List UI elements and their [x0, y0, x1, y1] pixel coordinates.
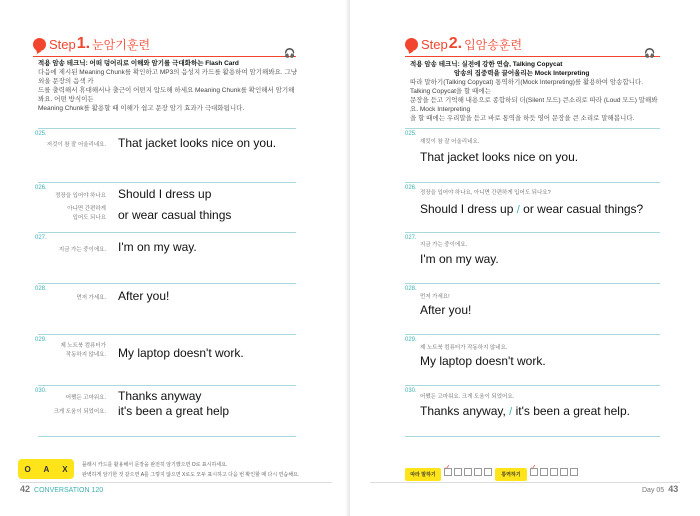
item-rule: [405, 182, 660, 183]
item-number: 027.: [35, 235, 47, 241]
speech-bubble-icon: [405, 38, 418, 51]
interpreting-checkboxes[interactable]: [530, 468, 578, 476]
technique-body-2: 문장을 듣고 기억해 내용으로 종합하되 더(Silent 모드) 큰소리로 따라 (Loud 모드) 말해봐요. Mock Interpreting: [410, 97, 658, 113]
technique-body-1: 다음에 제시된 Meaning Chunk를 확인하고 MP3의 음성지 카드를 활용하여 암기해봐요. 그냥 외울 문장의 음색 카: [38, 69, 298, 85]
technique-title-2: 암송의 집중력을 끌어올리는 Mock Interpreting: [454, 70, 590, 77]
korean-text: 어쨌든 고마워요.: [65, 395, 106, 401]
oax-a: A: [43, 464, 50, 474]
item-number: 025.: [405, 131, 417, 137]
item-number: 028.: [35, 286, 47, 292]
english-sentence: That jacket looks nice on you.: [420, 150, 579, 164]
korean-text: 제 노트북 컴퓨터가 작동하지 않네요.: [420, 345, 508, 351]
english-sentence-2: it's been a great help: [118, 404, 230, 418]
page-bar: [370, 482, 680, 483]
item-rule: [38, 182, 296, 183]
check-icon: ✓: [444, 463, 451, 472]
korean-text: 제 노트북 컴퓨터가 작동하지 않네요.: [60, 343, 106, 358]
step2-header: [405, 35, 522, 53]
korean-text: 정장을 입어야 하나요, 아니면 간편하게 입어도 되나요?: [420, 190, 551, 196]
item-rule: [405, 128, 660, 129]
sentence-part-b: it's been a great help.: [515, 404, 630, 418]
item-rule: [38, 283, 296, 284]
english-sentence: After you!: [420, 303, 472, 317]
header-rule: [33, 56, 296, 57]
item-number: 026.: [35, 185, 47, 191]
pause-slash: /: [516, 204, 520, 216]
technique-box: [38, 59, 298, 113]
item-number: 029.: [405, 337, 417, 343]
item-rule: [38, 436, 296, 437]
korean-text: 어쨌든 고마워요. 크게 도움이 되었어요.: [420, 394, 515, 400]
technique-body-1: 따라 말하기(Talking Copycat) 통역하기(Mock Interpreting)를 활용하여 암송합니다. Talking Copycat을 할 때에는: [410, 79, 644, 95]
korean-text: 지금 가는 중이에요.: [420, 242, 468, 248]
item-rule: [405, 334, 660, 335]
sentence-part-a: Should I dress up: [420, 202, 514, 216]
copycat-checkboxes[interactable]: [444, 468, 492, 476]
english-sentence: Should I dress up: [118, 187, 212, 201]
step-number: 2.: [448, 35, 463, 52]
technique-body-3: Meaning Chunk를 활용할 때 이해가 쉽고 문장 암기 효과가 극대화됩니다.: [38, 105, 245, 112]
item-number: 026.: [405, 185, 417, 191]
book-title: CONVERSATION 120: [34, 487, 104, 494]
korean-text-2: 아니면 간편하게 입어도 되나요: [67, 206, 106, 221]
sentence-part-a: Thanks anyway,: [420, 404, 506, 418]
english-sentence: Thanks anyway: [118, 389, 202, 403]
korean-text: 먼저 가세요!: [420, 294, 450, 300]
step1-header: [33, 35, 150, 53]
footnote-1: 플래시 카드를 활용해서 문장을 완전히 암기했으면 O로 표시하세요.: [82, 462, 228, 468]
sentence-part-b: or wear casual things?: [523, 202, 644, 216]
technique-body-3: 을 할 때에는 우리말을 듣고 바로 통역을 하듯 영어 문장을 큰 소리로 말해봅니다.: [410, 115, 635, 122]
oax-badge[interactable]: [18, 459, 74, 479]
footnote-2: 완벽하게 암기한 것 같으면 A를 그렇지 않으면 X로도 모두 표시하고 다음 번 확인할 때 다시 연습해요.: [82, 472, 300, 478]
technique-title: 적용 암송 테크닉: 실전에 강한 연습, Talking Copycat: [410, 61, 563, 68]
item-rule: [38, 128, 296, 129]
korean-text: 지금 가는 중이에요.: [58, 247, 106, 253]
technique-title: 적용 암송 테크닉: 어떠 덩어리로 이해와 암기를 극대화하는 Flash Card: [38, 60, 239, 67]
pause-slash: /: [509, 406, 513, 418]
korean-text: 재킷이 참 잘 어울리네요.: [420, 139, 480, 145]
korean-text: 먼저 가세요.: [76, 295, 106, 301]
item-rule: [405, 232, 660, 233]
headphone-icon: 🎧: [644, 48, 656, 58]
item-rule: [38, 232, 296, 233]
english-sentence-2: or wear casual things: [118, 208, 232, 222]
talking-copycat-button[interactable]: 따라 말하기: [405, 468, 441, 481]
right-page: [350, 0, 700, 516]
technique-box: [410, 60, 665, 123]
step-number: 1.: [76, 35, 91, 52]
english-sentence: My laptop doesn't work.: [420, 354, 546, 368]
header-rule: [405, 56, 660, 57]
step-label: Step: [49, 36, 76, 52]
step-label: Step: [421, 36, 448, 52]
korean-text: 정장을 입어야 하나요: [55, 193, 106, 199]
technique-body-2: 드를 출력해서 휴대해서나 출근이 어떤지 압도해 하세요 Meaning Chunk를 확인해서 암기해봐요. 어떤 방식이든: [38, 87, 295, 103]
english-sentence: [420, 404, 630, 418]
speech-bubble-icon: [33, 38, 46, 51]
step-title: 입암송훈련: [464, 37, 523, 52]
page-num-text: 42: [20, 484, 31, 494]
item-rule: [405, 283, 660, 284]
page-num-text: 43: [668, 484, 679, 494]
item-rule: [405, 436, 660, 437]
item-rule: [38, 385, 296, 386]
english-sentence: That jacket looks nice on you.: [118, 136, 277, 150]
check-icon: ✓: [530, 463, 537, 472]
english-sentence: I'm on my way.: [118, 240, 197, 254]
english-sentence: My laptop doesn't work.: [118, 346, 244, 360]
oax-o: O: [24, 464, 31, 474]
item-rule: [405, 385, 660, 386]
page-number: [20, 484, 103, 494]
oax-x: X: [62, 464, 68, 474]
english-sentence: After you!: [118, 289, 170, 303]
item-rule: [38, 334, 296, 335]
mock-interpreting-button[interactable]: 통역하기: [495, 468, 527, 481]
item-number: 029.: [35, 337, 47, 343]
page-number: [642, 484, 678, 494]
item-number: 030.: [35, 388, 47, 394]
korean-text-2: 크게 도움이 되었어요.: [53, 409, 106, 415]
headphone-icon: 🎧: [284, 48, 296, 58]
item-number: 027.: [405, 235, 417, 241]
step-title: 눈암기훈련: [92, 37, 151, 52]
item-number: 030.: [405, 388, 417, 394]
item-number: 025.: [35, 131, 47, 137]
english-sentence: [420, 202, 643, 216]
page-bar: [20, 482, 332, 483]
english-sentence: I'm on my way.: [420, 252, 499, 266]
item-number: 028.: [405, 286, 417, 292]
day-label: Day 05: [642, 487, 665, 494]
korean-text: 저것이 참 잘 어울리네요.: [46, 142, 106, 148]
